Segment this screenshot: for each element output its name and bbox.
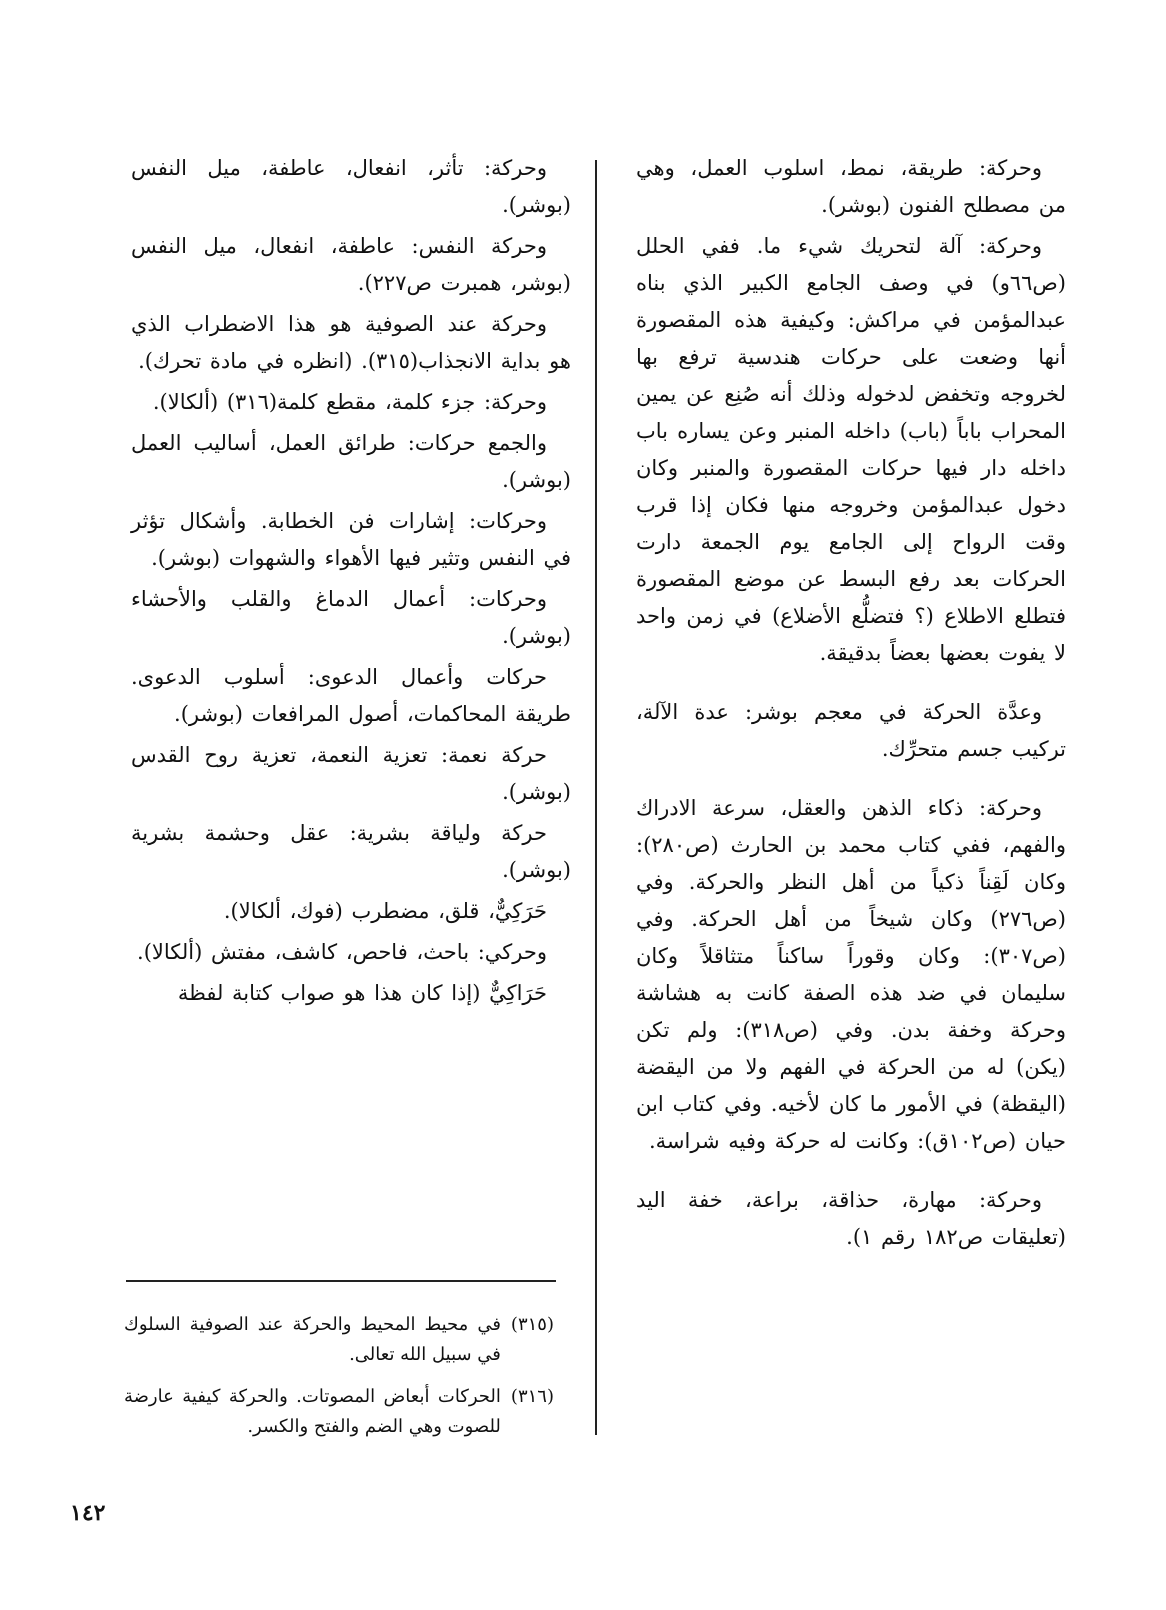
entry-paragraph: حركات وأعمال الدعوى: أسلوب الدعوى. طريقة المحاكمات، أصول المرافعات (بوشر). [131,665,571,726]
entry-paragraph: وحركة عند الصوفية هو هذا الاضطراب الذي هو بداية الانجذاب(٣١٥). (انظره في مادة تحرك). [131,312,571,373]
left-column [131,150,571,1016]
footnote-text: الحركات أبعاض المصوتات. والحركة كيفية عارضة للصوت وهي الضم والفتح والكسر. [124,1386,501,1437]
footnote [124,1382,554,1442]
entry-paragraph: والجمع حركات: طرائق العمل، أساليب العمل (بوشر). [131,431,571,492]
entry-paragraph: وحركة: تأثر، انفعال، عاطفة، ميل النفس (بوشر). [131,156,571,217]
entry-paragraph: وحركات: أعمال الدماغ والقلب والأحشاء (بوشر). [131,587,571,648]
column-divider [595,160,597,1435]
entry-paragraph: وحركة: آلة لتحريك شيء ما. ففي الحلل (ص٦٦و) في وصف الجامع الكبير الذي بناه عبدالمؤمن في مراكش: وكيفية هذه المقصورة أنها وضعت على حركات هندسية ترفع بها لخروجه وتخفض لدخوله وذلك أنه صُنِع عن يمين المحراب باباً (باب) داخله المنبر وعن يساره باب داخله دار فيها حركات المقصورة والمنبر وكان دخول عبدالمؤمن وخروجه منها فكان إذا قرب وقت الرواح إلى الجامع يوم الجمعة دارت الحركات بعد رفع البسط عن موضع المقصورة فتطلع الاطلاع (؟ فتضلُّع الأضلاع) في زمن واحد لا يفوت بعضها بعضاً بدقيقة. [636,234,1066,665]
entry-paragraph: حَرَاكِيٌّ (إذا كان هذا هو صواب كتابة لفظة [177,981,547,1005]
entry-paragraph: حركة ولياقة بشرية: عقل وحشمة بشرية (بوشر). [131,821,571,882]
entry-paragraph: حَرَكِيٌّ، قلق، مضطرب (فوك، ألكالا). [223,899,547,923]
entry-paragraph: وحركات: إشارات فن الخطابة. وأشكال تؤثر في النفس وتثير فيها الأهواء والشهوات (بوشر). [131,509,571,570]
right-column [636,150,1066,1260]
footnote [124,1310,554,1370]
entry-paragraph: وحركة: ذكاء الذهن والعقل، سرعة الادراك والفهم، ففي كتاب محمد بن الحارث (ص٢٨٠): وكان لَقِناً ذكياً من أهل النظر والحركة. وفي (ص٢٧٦) وكان شيخاً من أهل الحركة. وفي (ص٣٠٧): وكان وقوراً ساكناً متثاقلاً وكان سليمان في ضد هذه الصفة كانت به هشاشة وحركة وخفة بدن. وفي (ص٣١٨): ولم تكن (يكن) له من الحركة في الفهم ولا من اليقضة (اليقظة) في الأمور ما كان لأخيه. وفي كتاب ابن حيان (ص١٠٢ق): وكانت له حركة وفيه شراسة. [636,796,1067,1153]
entry-paragraph: وحركة: جزء كلمة، مقطع كلمة(٣١٦) (ألكالا). [152,390,547,414]
entry-paragraph: وحركة: مهارة، حذاقة، براعة، خفة اليد (تعليقات ص١٨٢ رقم ١). [636,1188,1066,1249]
entry-paragraph: وحركة النفس: عاطفة، انفعال، ميل النفس (بوشر، همبرت ص٢٢٧). [131,234,571,295]
entry-paragraph: حركة نعمة: تعزية النعمة، تعزية روح القدس (بوشر). [131,743,571,804]
footnote-number: (٣١٦) [510,1386,554,1407]
footnote-rule [126,1280,556,1282]
footnote-number: (٣١٥) [510,1314,554,1335]
footnote-text: في محيط المحيط والحركة عند الصوفية السلوك في سبيل الله تعالى. [124,1314,501,1365]
entry-paragraph: وحركة: طريقة، نمط، اسلوب العمل، وهي من مصطلح الفنون (بوشر). [636,156,1066,217]
page-number: ١٤٢ [70,1500,106,1526]
footnotes [124,1310,554,1454]
entry-paragraph: وحركي: باحث، فاحص، كاشف، مفتش (ألكالا). [137,940,547,964]
entry-paragraph: وعدَّة الحركة في معجم بوشر: عدة الآلة، تركيب جسم متحرِّك. [636,700,1066,761]
